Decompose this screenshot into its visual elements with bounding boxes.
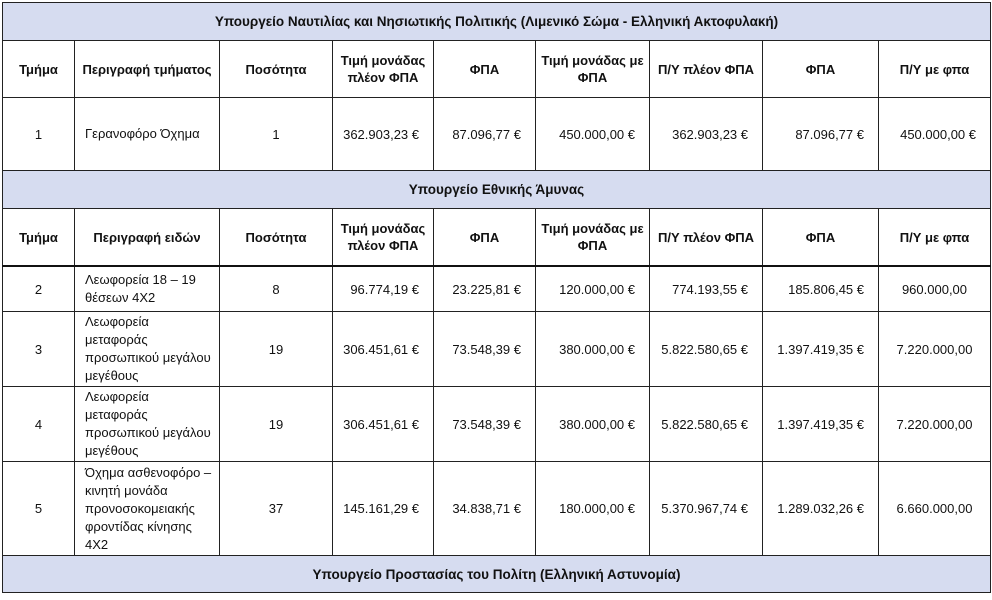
cell-unit-price-net: 96.774,19 €: [333, 266, 434, 312]
cell-budget-net: 5.822.580,65 €: [650, 312, 763, 387]
ministry-row: [3, 3, 991, 41]
cell-unit-vat: 73.548,39 €: [434, 312, 536, 387]
column-header: ΦΠΑ: [434, 41, 536, 98]
ministry-row: [3, 171, 991, 209]
ministry-title: Υπουργείο Ναυτιλίας και Νησιωτικής Πολιτικής (Λιμενικό Σώμα - Ελληνική Ακτοφυλακή): [3, 3, 991, 41]
column-header: Περιγραφή τμήματος: [75, 41, 220, 98]
cell-unit-price-gross: 380.000,00 €: [536, 312, 650, 387]
cell-quantity: 19: [220, 312, 333, 387]
cell-budget-net: 5.822.580,65 €: [650, 387, 763, 462]
column-header: ΦΠΑ: [434, 209, 536, 267]
cell-unit-vat: 23.225,81 €: [434, 266, 536, 312]
table-header-row: [3, 41, 991, 98]
cell-description: Λεωφορεία 18 – 19 θέσεων 4Χ2: [75, 266, 220, 312]
cell-description: Γερανοφόρο Όχημα: [75, 98, 220, 171]
cell-budget-vat: 1.397.419,35 €: [763, 312, 879, 387]
cell-unit-vat: 34.838,71 €: [434, 462, 536, 556]
cell-budget-gross: 960.000,00: [879, 266, 991, 312]
cell-lot: 4: [3, 387, 75, 462]
column-header: Τιμή μονάδας πλέον ΦΠΑ: [333, 209, 434, 267]
cell-description: Λεωφορεία μεταφοράς προσωπικού μεγάλου μεγέθους: [75, 312, 220, 387]
column-header: Π/Υ με φπα: [879, 41, 991, 98]
ministry-row: [3, 556, 991, 593]
cell-quantity: 19: [220, 387, 333, 462]
cell-budget-net: 774.193,55 €: [650, 266, 763, 312]
column-header: Τμήμα: [3, 41, 75, 98]
cell-budget-net: 362.903,23 €: [650, 98, 763, 171]
table-row: [3, 266, 991, 312]
column-header: Π/Υ πλέον ΦΠΑ: [650, 209, 763, 267]
column-header: Ποσότητα: [220, 209, 333, 267]
column-header: Τμήμα: [3, 209, 75, 267]
cell-quantity: 1: [220, 98, 333, 171]
table-row: [3, 98, 991, 171]
cell-unit-price-net: 145.161,29 €: [333, 462, 434, 556]
column-header: Π/Υ πλέον ΦΠΑ: [650, 41, 763, 98]
cell-budget-vat: 1.289.032,26 €: [763, 462, 879, 556]
column-header: ΦΠΑ: [763, 41, 879, 98]
cell-unit-price-gross: 450.000,00 €: [536, 98, 650, 171]
cell-lot: 3: [3, 312, 75, 387]
cell-unit-price-gross: 120.000,00 €: [536, 266, 650, 312]
column-header: Π/Υ με φπα: [879, 209, 991, 267]
cell-unit-price-net: 306.451,61 €: [333, 312, 434, 387]
cell-budget-gross: 6.660.000,00: [879, 462, 991, 556]
cell-quantity: 8: [220, 266, 333, 312]
cell-unit-vat: 87.096,77 €: [434, 98, 536, 171]
cell-unit-price-gross: 180.000,00 €: [536, 462, 650, 556]
cell-description: Λεωφορεία μεταφοράς προσωπικού μεγάλου μεγέθους: [75, 387, 220, 462]
cell-lot: 5: [3, 462, 75, 556]
column-header: Περιγραφή ειδών: [75, 209, 220, 267]
table-header-row: [3, 209, 991, 267]
cell-unit-price-net: 362.903,23 €: [333, 98, 434, 171]
table-row: [3, 462, 991, 556]
cell-quantity: 37: [220, 462, 333, 556]
cell-description: Όχημα ασθενοφόρο – κινητή μονάδα προνοσοκομειακής φροντίδας κίνησης 4Χ2: [75, 462, 220, 556]
column-header: ΦΠΑ: [763, 209, 879, 267]
cell-budget-gross: 7.220.000,00: [879, 312, 991, 387]
cell-budget-vat: 1.397.419,35 €: [763, 387, 879, 462]
table-row: [3, 387, 991, 462]
column-header: Ποσότητα: [220, 41, 333, 98]
cell-lot: 2: [3, 266, 75, 312]
cell-unit-price-net: 306.451,61 €: [333, 387, 434, 462]
cell-unit-vat: 73.548,39 €: [434, 387, 536, 462]
cell-budget-vat: 87.096,77 €: [763, 98, 879, 171]
cell-lot: 1: [3, 98, 75, 171]
column-header: Τιμή μονάδας με ΦΠΑ: [536, 209, 650, 267]
cell-unit-price-gross: 380.000,00 €: [536, 387, 650, 462]
column-header: Τιμή μονάδας με ΦΠΑ: [536, 41, 650, 98]
column-header: Τιμή μονάδας πλέον ΦΠΑ: [333, 41, 434, 98]
cell-budget-net: 5.370.967,74 €: [650, 462, 763, 556]
table-row: [3, 312, 991, 387]
procurement-table: [2, 2, 991, 593]
cell-budget-gross: 450.000,00 €: [879, 98, 991, 171]
cell-budget-gross: 7.220.000,00: [879, 387, 991, 462]
ministry-title: Υπουργείο Προστασίας του Πολίτη (Ελληνική Αστυνομία): [3, 556, 991, 593]
cell-budget-vat: 185.806,45 €: [763, 266, 879, 312]
ministry-title: Υπουργείο Εθνικής Άμυνας: [3, 171, 991, 209]
